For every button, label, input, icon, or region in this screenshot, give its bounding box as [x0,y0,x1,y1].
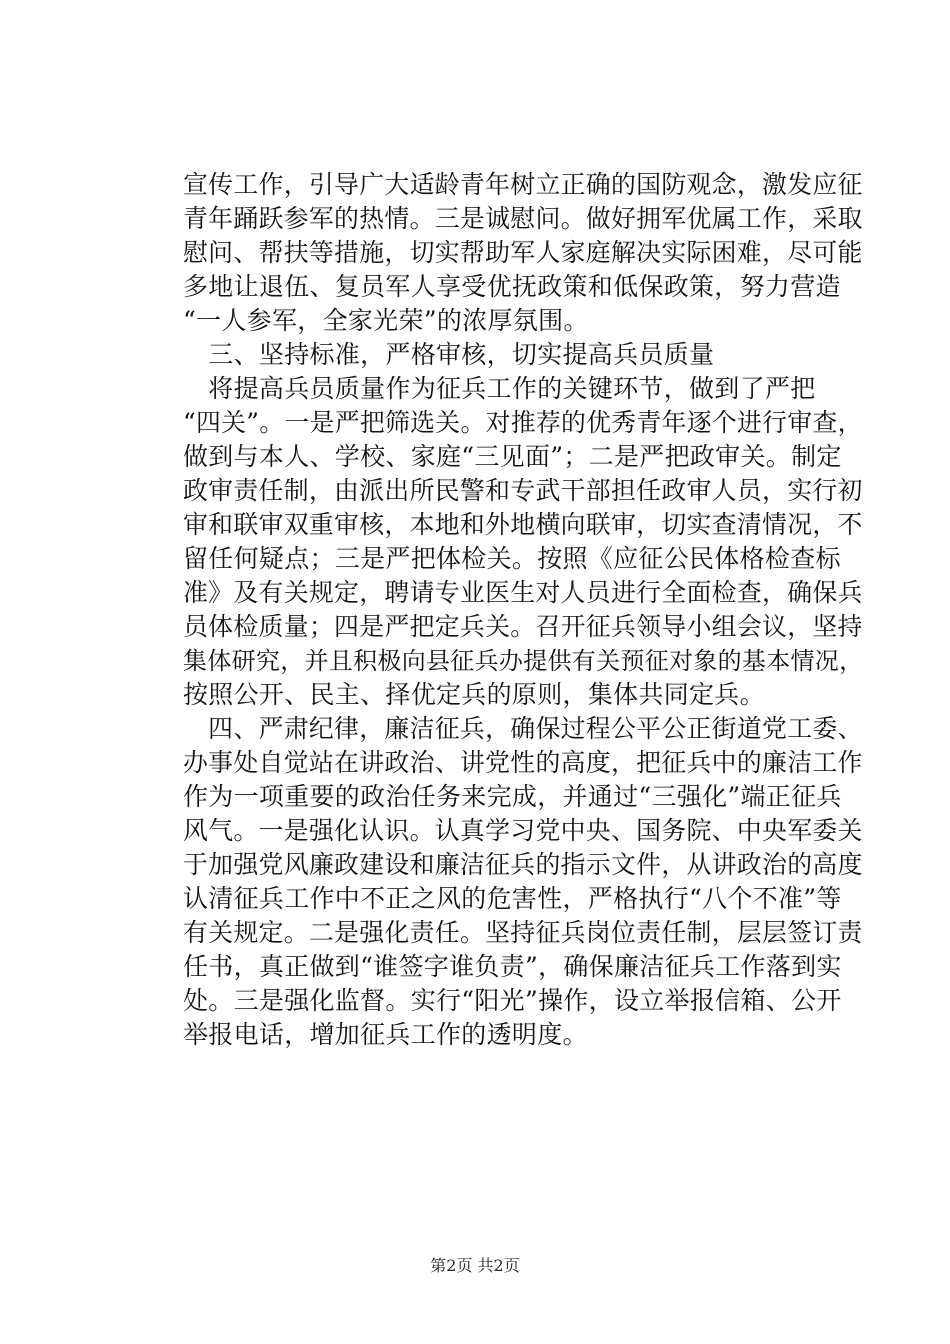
text-line: 将提高兵员质量作为征兵工作的关键环节，做到了严把 [183,374,816,403]
text-line: 青年踊跃参军的热情。三是诚慰问。做好拥军优属工作，采取 [183,204,863,233]
page-footer [0,1253,950,1276]
text-line: “一人参军，全家光荣”的浓厚氛围。 [183,306,589,335]
text-line: 办事处自觉站在讲政治、讲党性的高度，把征兵中的廉洁工作 [183,748,863,777]
text-line: 政审责任制，由派出所民警和专武干部担任政审人员，实行初 [183,476,863,505]
text-line: 员体检质量；四是严把定兵关。召开征兵领导小组会议，坚持 [183,612,863,641]
text-line: 准》及有关规定，聘请专业医生对人员进行全面检查，确保兵 [183,578,863,607]
text-line: 举报电话，增加征兵工作的透明度。 [183,1020,588,1049]
text-line: 处。三是强化监督。实行“阳光”操作，设立举报信箱、公开 [183,986,842,1015]
section-heading: 四、严肃纪律，廉洁征兵，确保过程公平公正街道党工委、 [183,714,863,743]
text-line: 多地让退伍、复员军人享受优抚政策和低保政策，努力营造 [183,272,841,301]
text-line: 宣传工作，引导广大适龄青年树立正确的国防观念，激发应征 [183,170,863,199]
text-line: 慰问、帮扶等措施，切实帮助军人家庭解决实际困难，尽可能 [183,238,863,267]
text-line: 审和联审双重审核，本地和外地横向联审，切实查清情况，不 [183,510,863,539]
text-line: 有关规定。二是强化责任。坚持征兵岗位责任制，层层签订责 [183,918,863,947]
text-line: 作为一项重要的政治任务来完成，并通过“三强化”端正征兵 [183,782,842,811]
text-line: 做到与本人、学校、家庭“三见面”；二是严把政审关。制定 [183,442,842,471]
text-line: 认清征兵工作中不正之风的危害性，严格执行“八个不准”等 [183,884,842,913]
text-line: 任书，真正做到“谁签字谁负责”，确保廉洁征兵工作落到实 [183,952,842,981]
text-line: 按照公开、民主、择优定兵的原则，集体共同定兵。 [183,680,765,709]
section-heading: 三、坚持标准，严格审核，切实提高兵员质量 [183,340,715,369]
text-line: 风气。一是强化认识。认真学习党中央、国务院、中央军委关 [183,816,863,845]
document-body [183,168,863,1052]
text-line: 于加强党风廉政建设和廉洁征兵的指示文件，从讲政治的高度 [183,850,863,879]
text-line: 集体研究，并且积极向县征兵办提供有关预征对象的基本情况， [183,647,864,675]
text-line: 留任何疑点；三是严把体检关。按照《应征公民体格检查标 [183,544,841,573]
text-line: “四关”。一是严把筛选关。对推荐的优秀青年逐个进行审查， [183,408,863,437]
page-number: 第2页 共2页 [430,1256,520,1275]
